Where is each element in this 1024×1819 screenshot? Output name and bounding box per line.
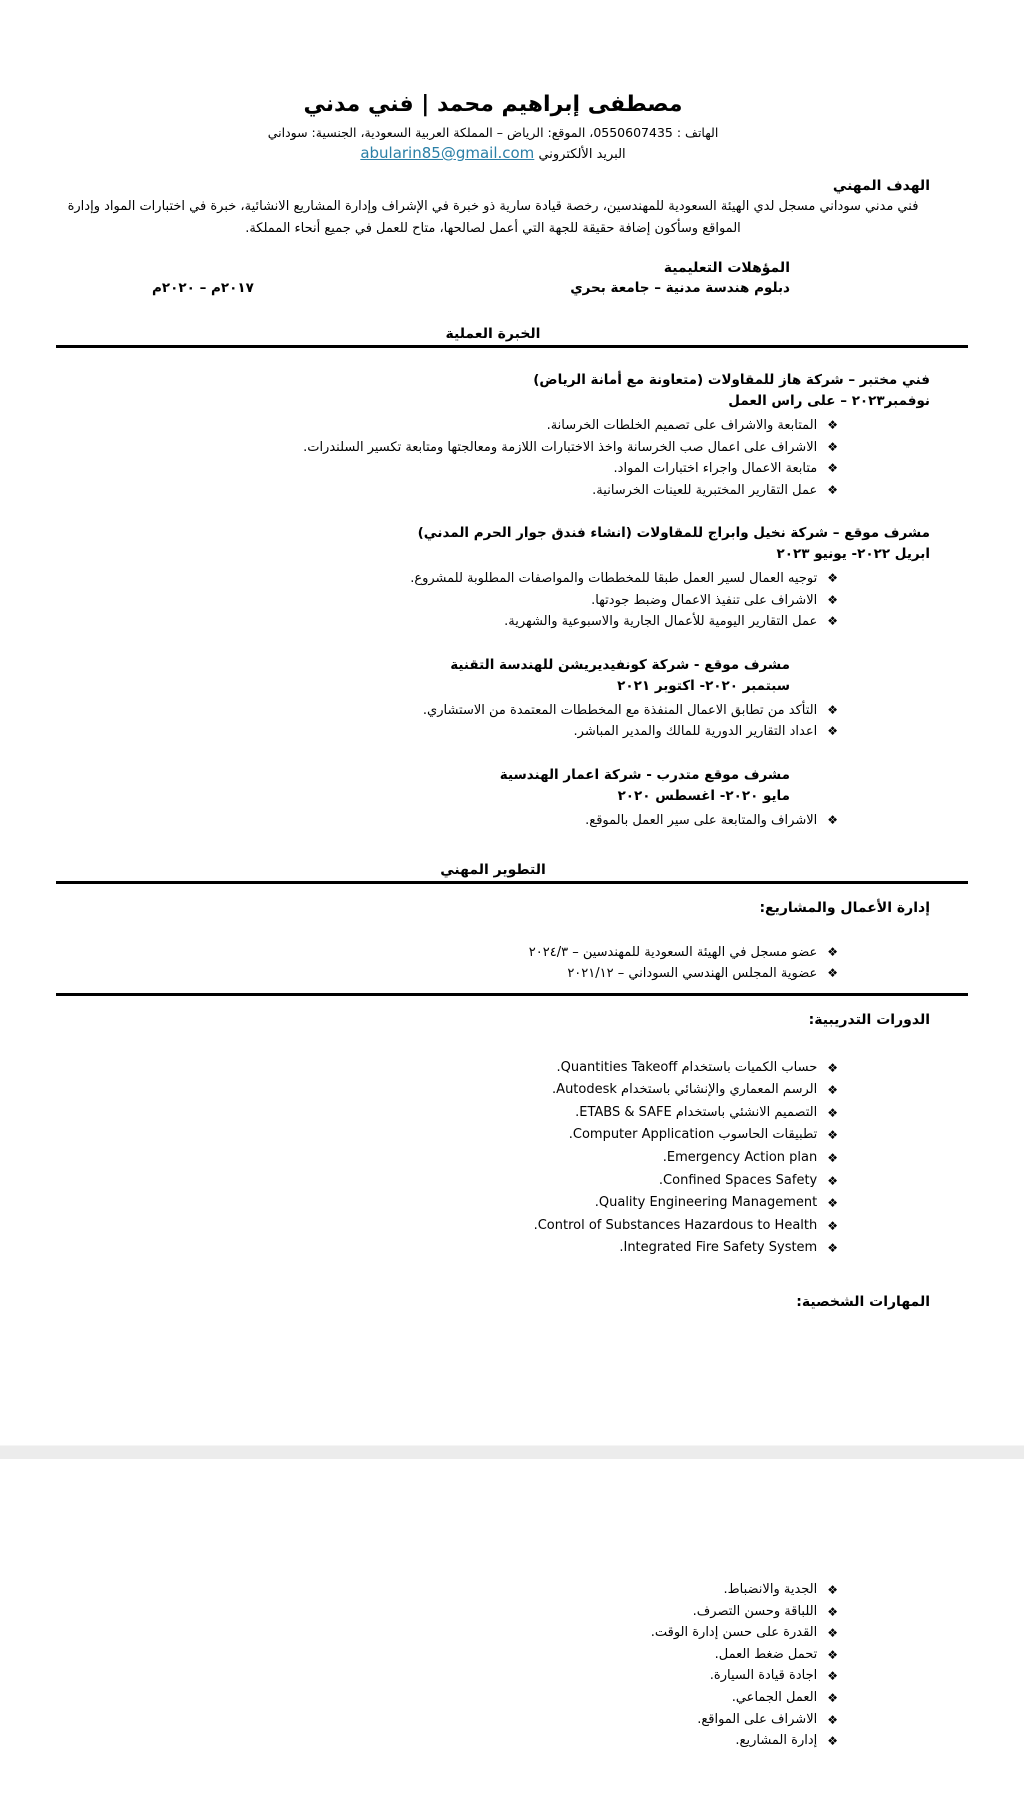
bullet-diamond-icon: ❖ [827, 702, 838, 717]
job-entry [56, 523, 930, 633]
bullet-text: الرسم المعماري والإنشائي باستخدام Autodesk. [552, 1082, 818, 1098]
bullet-text: عمل التقارير المختبرية للعينات الخرسانية. [592, 482, 818, 498]
subsection-courses [56, 1012, 930, 1260]
bullet-text: الجدية والانضباط. [723, 1582, 818, 1597]
bullet-text: العمل الجماعي. [731, 1689, 818, 1705]
experience-heading: الخبرة العملية [445, 326, 541, 343]
job-title: مشرف موقع - شركة كونفيديريشن للهندسة التقنية [450, 657, 790, 674]
bullet-diamond-icon: ❖ [827, 1218, 838, 1233]
job-entry [56, 655, 930, 743]
list-item [56, 942, 838, 964]
subsection-management [56, 900, 930, 996]
list-item [56, 1125, 838, 1147]
job-entry [56, 765, 930, 831]
job-dates: ابريل ٢٠٢٢- يونيو ٢٠٢٣ [776, 546, 930, 563]
bullet-diamond-icon: ❖ [827, 418, 838, 433]
job-duties-list [56, 810, 930, 832]
bullet-text: إدارة المشاريع. [735, 1733, 818, 1749]
resume-page-2 [0, 1459, 1024, 1819]
bullet-text: المتابعة والاشراف على تصميم الخلطات الخرسانة. [546, 418, 818, 434]
bullet-diamond-icon: ❖ [827, 944, 838, 959]
list-item [56, 810, 838, 832]
list-item [56, 1645, 838, 1667]
objective-text: فني مدني سوداني مسجل لدي الهيئة السعودية للمهندسين، رخصة قيادة سارية ذو خبرة في الإشراف وإدارة المشاريع الانشائية، خبرة في اختبارات المواد وإدارة المواقع وسأكون إضافة حقيقة للجهة التي أعمل لصالحها، متاح للعمل في جميع أنحاء المملكة. [67, 199, 919, 237]
bullet-text: الاشراف على المواقع. [697, 1711, 818, 1727]
education-heading: المؤهلات التعليمية [663, 260, 790, 277]
list-item [56, 963, 838, 985]
list-item [56, 1580, 838, 1602]
job-title: مشرف موقع – شركة نخيل وابراج للمقاولات (انشاء فندق جوار الحرم المدني) [417, 525, 930, 542]
bullet-text: توجيه العمال لسير العمل طبقا للمخططات والمواصفات المطلوبة للمشروع. [410, 571, 818, 587]
bullet-text: تطبيقات الحاسوب Computer Application. [568, 1127, 818, 1143]
objective-heading: الهدف المهني [832, 178, 930, 194]
email-line [56, 144, 930, 162]
list-item [56, 1103, 838, 1125]
bullet-diamond-icon: ❖ [827, 1583, 838, 1597]
bullet-text: عضوية المجلس الهندسي السوداني – ٢٠٢١/١٢ [567, 966, 818, 982]
job-title: فني مختبر – شركة هاز للمقاولات (متعاونة مع أمانة الرياض) [533, 372, 930, 389]
bullet-text: عضو مسجل في الهيئة السعودية للمهندسين – ٢٠٢٤/٣ [528, 944, 818, 960]
list-item [56, 1080, 838, 1102]
contact-line: الهاتف : 0550607435، الموقع: الرياض – المملكة العربية السعودية، الجنسية: سوداني [267, 125, 719, 140]
development-heading: التطوير المهني [440, 861, 546, 878]
management-heading: إدارة الأعمال والمشاريع: [759, 899, 930, 916]
bullet-diamond-icon: ❖ [827, 1690, 838, 1705]
bullet-diamond-icon: ❖ [827, 1196, 838, 1211]
bullet-diamond-icon: ❖ [827, 1669, 838, 1684]
list-item [56, 1623, 838, 1645]
section-divider-line [56, 881, 968, 884]
bullet-diamond-icon: ❖ [827, 1241, 838, 1256]
list-item [56, 590, 838, 612]
bullet-text: Integrated Fire Safety System. [619, 1240, 818, 1256]
bullet-text: متابعة الاعمال واجراء اختبارات المواد. [613, 461, 818, 477]
section-education [56, 260, 930, 296]
bullet-diamond-icon: ❖ [827, 1105, 838, 1120]
bullet-diamond-icon: ❖ [827, 482, 838, 497]
bullet-text: التصميم الانشئي باستخدام ETABS & SAFE. [575, 1104, 818, 1120]
bullet-text: Emergency Action plan. [662, 1150, 818, 1166]
bullet-diamond-icon: ❖ [827, 1151, 838, 1166]
section-divider-line [56, 345, 968, 348]
bullet-diamond-icon: ❖ [827, 1083, 838, 1098]
bullet-text: اعداد التقارير الدورية للمالك والمدير المباشر. [573, 724, 818, 740]
list-item [56, 458, 838, 480]
list-item [56, 1688, 838, 1710]
list-item [56, 1193, 838, 1215]
job-duties-list [56, 568, 930, 633]
list-item [56, 1731, 838, 1753]
job-duties-list [56, 415, 930, 501]
bullet-text: تحمل ضغط العمل. [714, 1646, 818, 1662]
job-title: مشرف موقع متدرب - شركة اعمار الهندسية [499, 767, 790, 784]
education-degree: دبلوم هندسة مدنية – جامعة بحري [570, 280, 790, 297]
bullet-text: التأكد من تطابق الاعمال المنفذة مع المخططات المعتمدة من الاستشاري. [422, 702, 818, 718]
bullet-diamond-icon: ❖ [827, 1128, 838, 1143]
skills-list [56, 1580, 930, 1753]
bullet-text: الاشراف على تنفيذ الاعمال وضبط جودتها. [591, 592, 818, 608]
list-item [56, 1666, 838, 1688]
list-item [56, 1171, 838, 1193]
bullet-text: حساب الكميات باستخدام Quantities Takeoff. [556, 1059, 818, 1075]
job-dates: نوفمبر٢٠٢٣ – على راس العمل [728, 393, 930, 410]
bullet-text: اللباقة وحسن التصرف. [692, 1603, 818, 1619]
bullet-text: اجادة قيادة السيارة. [709, 1668, 818, 1684]
bullet-text: الاشراف والمتابعة على سير العمل بالموقع. [585, 812, 818, 828]
list-item [56, 1216, 838, 1238]
education-row [56, 280, 930, 296]
page-break [0, 1445, 1024, 1459]
list-item [56, 1602, 838, 1624]
job-dates: مايو ٢٠٢٠- اغسطس ٢٠٢٠ [617, 787, 790, 804]
bullet-text: Confined Spaces Safety. [658, 1172, 818, 1188]
section-development [56, 862, 930, 1311]
bullet-text: Quality Engineering Management. [594, 1195, 818, 1211]
bullet-text: Control of Substances Hazardous to Health. [533, 1217, 818, 1233]
courses-heading: الدورات التدريبية: [808, 1011, 930, 1028]
job-dates: سبتمبر ٢٠٢٠- اكتوبر ٢٠٢١ [617, 677, 790, 694]
list-item [56, 1148, 838, 1170]
list-item [56, 1238, 838, 1260]
email-link[interactable]: abularin85@gmail.com [360, 144, 535, 162]
bullet-diamond-icon: ❖ [827, 1604, 838, 1619]
education-dates: ٢٠١٧م – ٢٠٢٠م [152, 280, 254, 297]
list-item [56, 700, 838, 722]
bullet-diamond-icon: ❖ [827, 1626, 838, 1641]
job-duties-list [56, 700, 930, 743]
list-item [56, 437, 838, 459]
bullet-diamond-icon: ❖ [827, 571, 838, 586]
bullet-diamond-icon: ❖ [827, 1712, 838, 1727]
resume-header [56, 92, 930, 162]
list-item [56, 1710, 838, 1732]
courses-list [56, 1058, 930, 1260]
email-label: البريد الألكتروني [538, 147, 626, 162]
bullet-diamond-icon: ❖ [827, 812, 838, 827]
list-item [56, 721, 838, 743]
bullet-diamond-icon: ❖ [827, 614, 838, 629]
section-divider-line [56, 993, 968, 996]
bullet-diamond-icon: ❖ [827, 461, 838, 476]
list-item [56, 611, 838, 633]
candidate-name-title: مصطفى إبراهيم محمد | فني مدني [303, 92, 683, 117]
list-item [56, 568, 838, 590]
bullet-diamond-icon: ❖ [827, 1734, 838, 1749]
bullet-diamond-icon: ❖ [827, 439, 838, 454]
bullet-diamond-icon: ❖ [827, 1173, 838, 1188]
bullet-text: القدرة على حسن إدارة الوقت. [650, 1625, 818, 1641]
job-entry [56, 370, 930, 501]
list-item [56, 480, 838, 502]
section-experience [56, 326, 930, 831]
section-objective [56, 178, 930, 240]
bullet-diamond-icon: ❖ [827, 724, 838, 739]
skills-heading: المهارات الشخصية: [796, 1294, 930, 1311]
bullet-diamond-icon: ❖ [827, 592, 838, 607]
bullet-diamond-icon: ❖ [827, 1647, 838, 1662]
bullet-diamond-icon: ❖ [827, 966, 838, 981]
management-list [56, 942, 930, 985]
bullet-text: عمل التقارير اليومية للأعمال الجارية والاسبوعية والشهرية. [504, 614, 818, 630]
list-item [56, 1058, 838, 1080]
list-item [56, 415, 838, 437]
bullet-text: الاشراف على اعمال صب الخرسانة واخذ الاختبارات اللازمة ومعالجتها ومتابعة تكسير السلندرات. [303, 439, 818, 455]
bullet-diamond-icon: ❖ [827, 1060, 838, 1075]
